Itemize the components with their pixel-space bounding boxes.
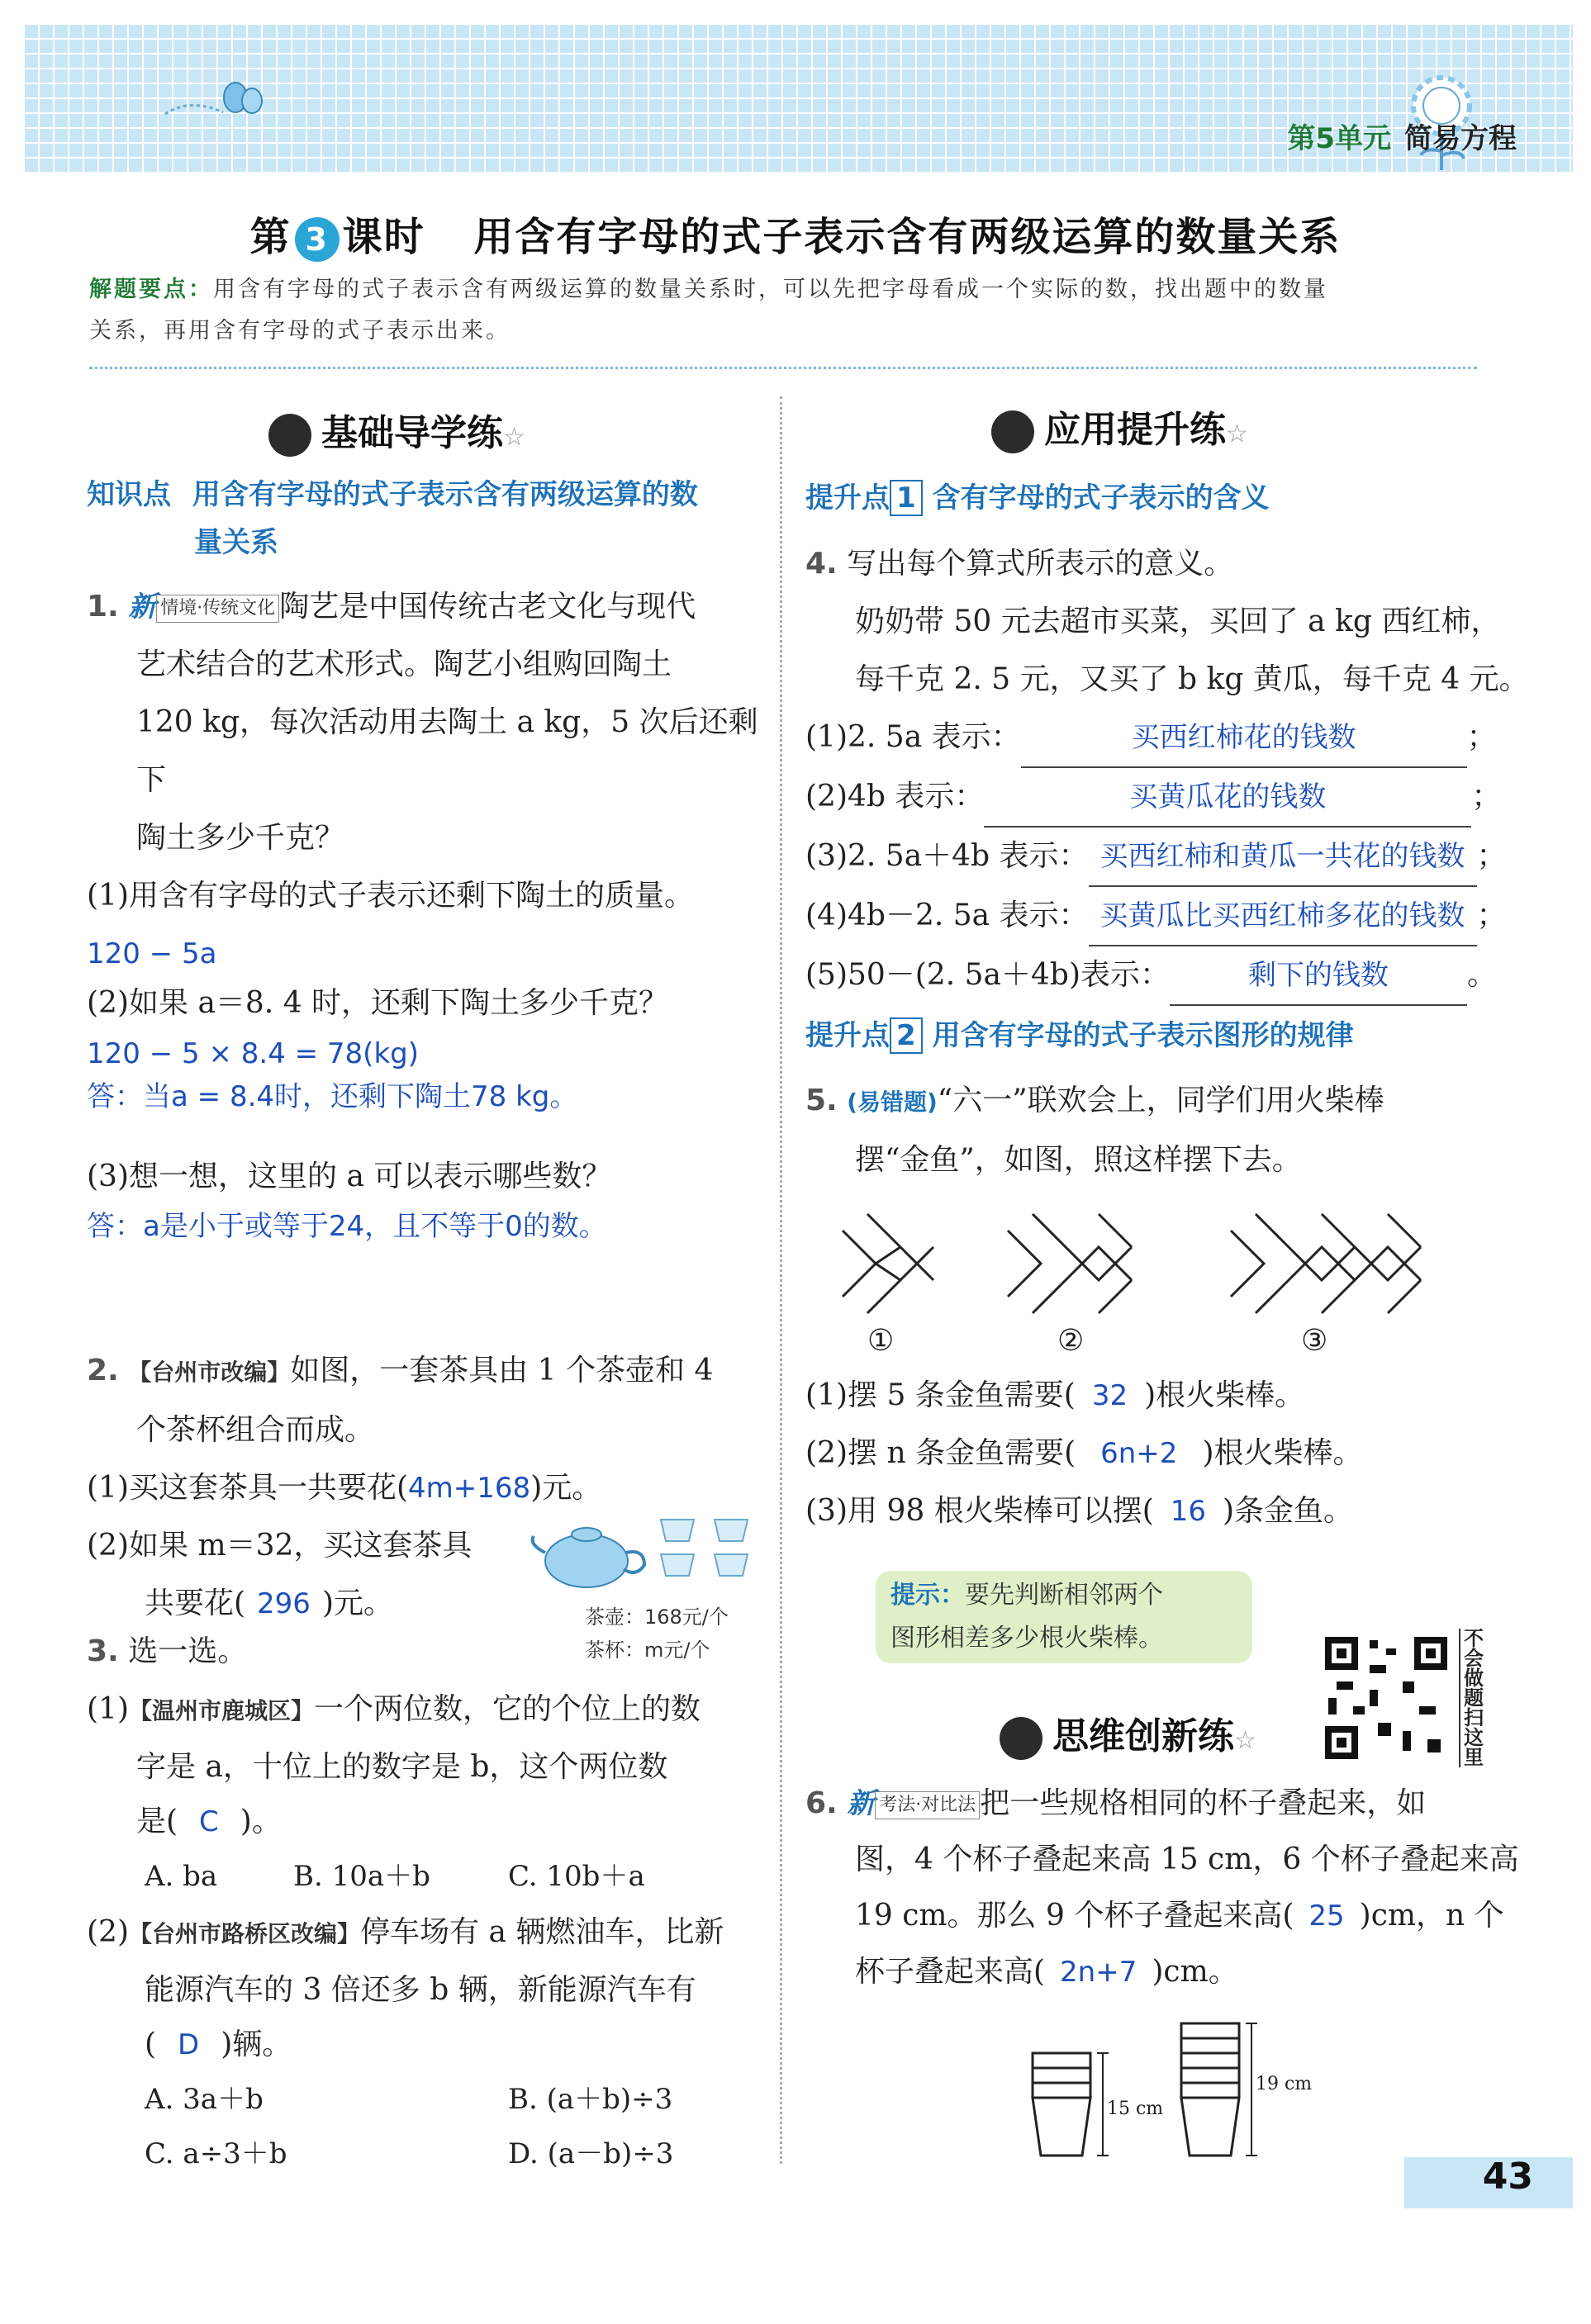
new-icon: 新 xyxy=(847,1787,876,1820)
q3-s1-answer: C xyxy=(199,1805,219,1838)
lesson-suffix: 课时 xyxy=(342,214,425,260)
knowledge-point xyxy=(87,471,748,567)
tip-point-2 xyxy=(805,1012,1565,1060)
cup-height-19: 19 cm xyxy=(1256,2074,1313,2094)
q5-answer2: 6n+2 xyxy=(1100,1437,1178,1470)
q2-line2: 个茶杯组合而成。 xyxy=(136,1413,375,1447)
q1-answer3: 答：a是小于或等于24，且不等于0的数。 xyxy=(87,1210,607,1243)
qr-code-image[interactable] xyxy=(1320,1632,1452,1764)
tea-set-image xyxy=(529,1503,768,1594)
q5-part2-a: (2)摆 n 条金鱼需要( xyxy=(805,1436,1076,1470)
q1-line2: 艺术结合的艺术形式。陶艺小组购回陶土 xyxy=(136,647,672,681)
section-applied-title: 应用提升练 xyxy=(1044,409,1226,451)
q6-line1: 把一些规格相同的杯子叠起来，如 xyxy=(980,1786,1427,1820)
tp1-label: 提升点 xyxy=(805,481,890,515)
q1-tag: 情境·传统文化 xyxy=(156,595,279,623)
hint-line1: 要先判断相邻两个 xyxy=(965,1581,1163,1610)
page-number: 43 xyxy=(1482,2156,1533,2198)
q3-s1-option-c: C. 10b＋a xyxy=(508,1860,645,1893)
tip-point-1 xyxy=(805,474,1565,522)
tips-line1: 用含有字母的式子表示含有两级运算的数量关系时，可以先把字母看成一个实际的数，找出题中的数量 xyxy=(213,277,1328,302)
q4-item4-answer: 买黄瓜比买西红柿多花的钱数 xyxy=(1089,887,1477,946)
star-icon: ☆ xyxy=(1226,420,1248,448)
q6-line4b: )cm。 xyxy=(1152,1955,1238,1989)
student-icon xyxy=(268,414,311,457)
q2-source: 【台州市改编】 xyxy=(128,1359,291,1386)
hint-line2: 图形相差多少根火柴棒。 xyxy=(890,1624,1163,1653)
q3-s2-option-d: D. (a－b)÷3 xyxy=(508,2137,674,2170)
q2-answer1: 4m+168 xyxy=(408,1472,531,1505)
q6-tag: 考法·对比法 xyxy=(875,1791,980,1819)
q5-number: 5. xyxy=(805,1084,838,1117)
qr-char: 扫 xyxy=(1464,1706,1484,1729)
q5-part3-a: (3)用 98 根火柴棒可以摆( xyxy=(805,1494,1154,1528)
qr-char: 这 xyxy=(1464,1726,1484,1749)
section-creative xyxy=(1000,1706,1256,1760)
q6-line3b: )cm，n 个 xyxy=(1359,1899,1504,1933)
q3-s2-line2: 能源汽车的 3 倍还多 b 辆，新能源汽车有 xyxy=(145,1973,696,2007)
tp2-text: 用含有字母的式子表示图形的规律 xyxy=(932,1019,1354,1052)
q3-s2-prefix: (2) xyxy=(87,1915,129,1949)
q3-s2-source: 【台州市路桥区改编】 xyxy=(129,1920,361,1947)
q1-answer1: 120 − 5a xyxy=(87,937,217,970)
q2-part2-c: )元。 xyxy=(321,1586,393,1620)
tp2-number: 2 xyxy=(890,1017,923,1054)
q1-line4: 陶土多少千克？ xyxy=(136,821,345,855)
q4-item1-q: (1)2. 5a 表示： xyxy=(805,720,1021,754)
q4-item5-answer: 剩下的钱数 xyxy=(1170,946,1467,1006)
figure-label-2: ② xyxy=(1057,1324,1085,1358)
q1-line3: 120 kg，每次活动用去陶土 a kg，5 次后还剩下 xyxy=(136,705,758,797)
q4-item2-q: (2)4b 表示： xyxy=(805,780,985,813)
column-divider xyxy=(780,396,782,2164)
q2-part1-a: (1)买这套茶具一共要花( xyxy=(87,1471,409,1505)
q3-s2-option-a: A. 3a＋b xyxy=(145,2083,264,2116)
lesson-prefix: 第 xyxy=(249,214,292,260)
teapot-price: 茶壶：168元/个 xyxy=(585,1605,729,1629)
q4-title: 写出每个算式所表示的意义。 xyxy=(847,547,1234,581)
question-1 xyxy=(87,578,764,983)
q1-answer2a: 120 − 5 × 8.4 = 78(kg) xyxy=(87,1037,419,1070)
question-5 xyxy=(805,1072,1565,1189)
q4-item5-end: 。 xyxy=(1467,958,1498,992)
q1-answer2b: 答：当a = 8.4时，还剩下陶土78 kg。 xyxy=(87,1080,578,1113)
q4-item1-answer: 买西红柿花的钱数 xyxy=(1021,709,1467,768)
question-4 xyxy=(805,535,1565,1006)
q3-s1-option-a: A. ba xyxy=(145,1860,218,1893)
unit-label xyxy=(1287,116,1517,156)
q5-part3-b: )条金鱼。 xyxy=(1223,1494,1354,1528)
new-icon: 新 xyxy=(128,590,157,624)
lesson-number: 3 xyxy=(295,217,340,262)
q4-item3-q: (3)2. 5a＋4b 表示： xyxy=(805,839,1089,873)
q4-item3-end: ； xyxy=(1476,839,1507,873)
q3-s1-source: 【温州市鹿城区】 xyxy=(129,1697,315,1724)
q4-item4-q: (4)4b－2. 5a 表示： xyxy=(805,899,1089,932)
tips-label: 解题要点： xyxy=(89,277,213,302)
section-basic xyxy=(268,403,525,457)
tips-line2: 关系，再用含有字母的式子表示出来。 xyxy=(89,318,511,344)
qr-char: 里 xyxy=(1464,1746,1484,1769)
q3-number: 3. xyxy=(87,1634,119,1668)
q5-part1-b: )根火柴棒。 xyxy=(1144,1378,1305,1412)
q4-item3-answer: 买西红柿和黄瓜一共花的钱数 xyxy=(1089,828,1477,887)
figure-label-3: ③ xyxy=(1301,1324,1328,1358)
question-5-parts xyxy=(805,1367,1565,1540)
q1-number: 1. xyxy=(87,590,119,624)
q2-part2-a: (2)如果 m＝32，买这套茶具 xyxy=(87,1529,473,1563)
question-6 xyxy=(805,1776,1574,2000)
q5-answer1: 32 xyxy=(1091,1379,1128,1412)
q4-item4-end: ； xyxy=(1476,899,1507,932)
q2-number: 2. xyxy=(87,1354,119,1387)
section-creative-title: 思维创新练 xyxy=(1052,1715,1234,1757)
q6-answer1: 25 xyxy=(1308,1900,1345,1933)
section-basic-title: 基础导学练 xyxy=(321,412,503,454)
section-applied xyxy=(991,400,1248,453)
q3-s2-option-c: C. a÷3＋b xyxy=(145,2137,287,2170)
q5-part1-a: (1)摆 5 条金鱼需要( xyxy=(805,1378,1076,1412)
q5-part2-b: )根火柴棒。 xyxy=(1202,1436,1363,1470)
q5-line2: 摆“金鱼”，如图，照这样摆下去。 xyxy=(855,1143,1302,1177)
q3-s1-option-b: B. 10a＋b xyxy=(293,1860,430,1893)
q2-answer2: 296 xyxy=(257,1587,311,1620)
q4-line2: 每千克 2. 5 元，又买了 b kg 黄瓜，每千克 4 元。 xyxy=(855,662,1529,696)
hint-label: 提示： xyxy=(890,1581,965,1610)
qr-char: 不 xyxy=(1464,1627,1484,1650)
q5-line1: “六一”联欢会上，同学们用火柴棒 xyxy=(937,1084,1384,1117)
q3-s2-line3a: ( xyxy=(145,2028,157,2061)
q6-line4a: 杯子叠起来高( xyxy=(855,1955,1046,1989)
kp-line2: 量关系 xyxy=(194,526,278,559)
butterfly-icon xyxy=(157,73,281,130)
q5-answer3: 16 xyxy=(1170,1495,1207,1528)
kp-line1: 用含有字母的式子表示含有两级运算的数 xyxy=(192,478,698,511)
q2-part2-b: 共要花( xyxy=(145,1586,246,1620)
q1-part1: (1)用含有字母的式子表示还剩下陶土的质量。 xyxy=(87,879,694,913)
lesson-title xyxy=(0,205,1591,262)
q4-item1-end: ； xyxy=(1466,720,1497,754)
hint-box xyxy=(876,1571,1252,1663)
q2-line1: 如图，一套茶具由 1 个茶壶和 4 xyxy=(290,1354,714,1387)
qr-caption xyxy=(1459,1629,1492,1767)
star-icon: ☆ xyxy=(503,423,525,452)
q3-s2-option-b: B. (a＋b)÷3 xyxy=(508,2083,673,2116)
q6-line2: 图，4 个杯子叠起来高 15 cm，6 个杯子叠起来高 xyxy=(855,1843,1519,1876)
q3-s1-line3b: )。 xyxy=(240,1805,282,1838)
student-icon xyxy=(1000,1717,1042,1760)
q3-s1-line1: 一个两位数，它的个位上的数 xyxy=(314,1692,701,1726)
q4-line1: 奶奶带 50 元去超市买菜，买回了 a kg 西红柿， xyxy=(855,605,1501,638)
tp2-label: 提升点 xyxy=(805,1019,890,1052)
unit-number: 第5单元 xyxy=(1287,122,1391,155)
q6-answer2: 2n+7 xyxy=(1060,1956,1137,1989)
q1-part2: (2)如果 a＝8. 4 时，还剩下陶土多少千克？ xyxy=(87,986,669,1020)
q4-number: 4. xyxy=(805,547,838,581)
q4-item2-end: ； xyxy=(1471,780,1502,813)
tp1-text: 含有字母的式子表示的含义 xyxy=(932,481,1270,515)
lesson-heading: 用含有字母的式子表示含有两级运算的数量关系 xyxy=(473,214,1342,260)
q1-part3: (3)想一想，这里的 a 可以表示哪些数？ xyxy=(87,1160,612,1193)
figure-label-1: ① xyxy=(867,1324,895,1358)
student-icon xyxy=(991,410,1034,453)
tips-box xyxy=(89,269,1477,369)
q3-s2-line1: 停车场有 a 辆燃油车，比新 xyxy=(360,1915,724,1949)
q4-item2-answer: 买黄瓜花的钱数 xyxy=(984,768,1471,828)
q5-source: (易错题) xyxy=(847,1088,938,1116)
qr-char: 会 xyxy=(1464,1647,1484,1670)
q6-line3a: 19 cm。那么 9 个杯子叠起来高( xyxy=(855,1899,1294,1933)
q2-part1-b: )元。 xyxy=(530,1471,602,1505)
qr-char: 做 xyxy=(1464,1667,1484,1690)
q1-line1: 陶艺是中国传统古老文化与现代 xyxy=(279,590,696,624)
star-icon: ☆ xyxy=(1234,1726,1256,1755)
q3-s1-line3a: 是( xyxy=(136,1805,178,1838)
cup-price: 茶杯：m元/个 xyxy=(585,1639,710,1662)
goldfish-matchstick-figure xyxy=(834,1198,1561,1363)
cup-height-15: 15 cm xyxy=(1107,2099,1164,2119)
stacked-cups-figure xyxy=(1016,1999,1330,2164)
q3-s2-answer: D xyxy=(178,2028,200,2061)
q3-s1-line2: 字是 a，十位上的数字是 b，这个两位数 xyxy=(136,1750,668,1784)
kp-label: 知识点 xyxy=(87,478,171,511)
tp1-number: 1 xyxy=(890,480,923,516)
question-3: 3. 选一选。 (1)【温州市鹿城区】一个两位数，它的个位上的数 字是 a，十位上的数字是 b，这个两位数 是( C )。 A. ba B. 10a＋b C. 10b＋a (2)【台州市路桥区改编】停车场有 a 辆燃油车，比新 能源汽车的 3 倍还多 b 辆，新能源汽车有 ( D )辆。 A. 3a＋b B. (a＋b)÷3 C. a÷3＋b D. (a－b)÷3 xyxy=(87,1623,772,2181)
question-1-part3 xyxy=(87,1148,764,1247)
qr-char: 题 xyxy=(1464,1686,1484,1710)
q3-s2-line3b: )辆。 xyxy=(221,2028,292,2061)
question-1-part2 xyxy=(87,975,764,1118)
unit-title: 简易方程 xyxy=(1404,122,1517,155)
q3-title: 选一选。 xyxy=(128,1634,248,1668)
q6-number: 6. xyxy=(805,1786,838,1820)
q4-item5-q: (5)50－(2. 5a＋4b)表示： xyxy=(805,958,1171,992)
